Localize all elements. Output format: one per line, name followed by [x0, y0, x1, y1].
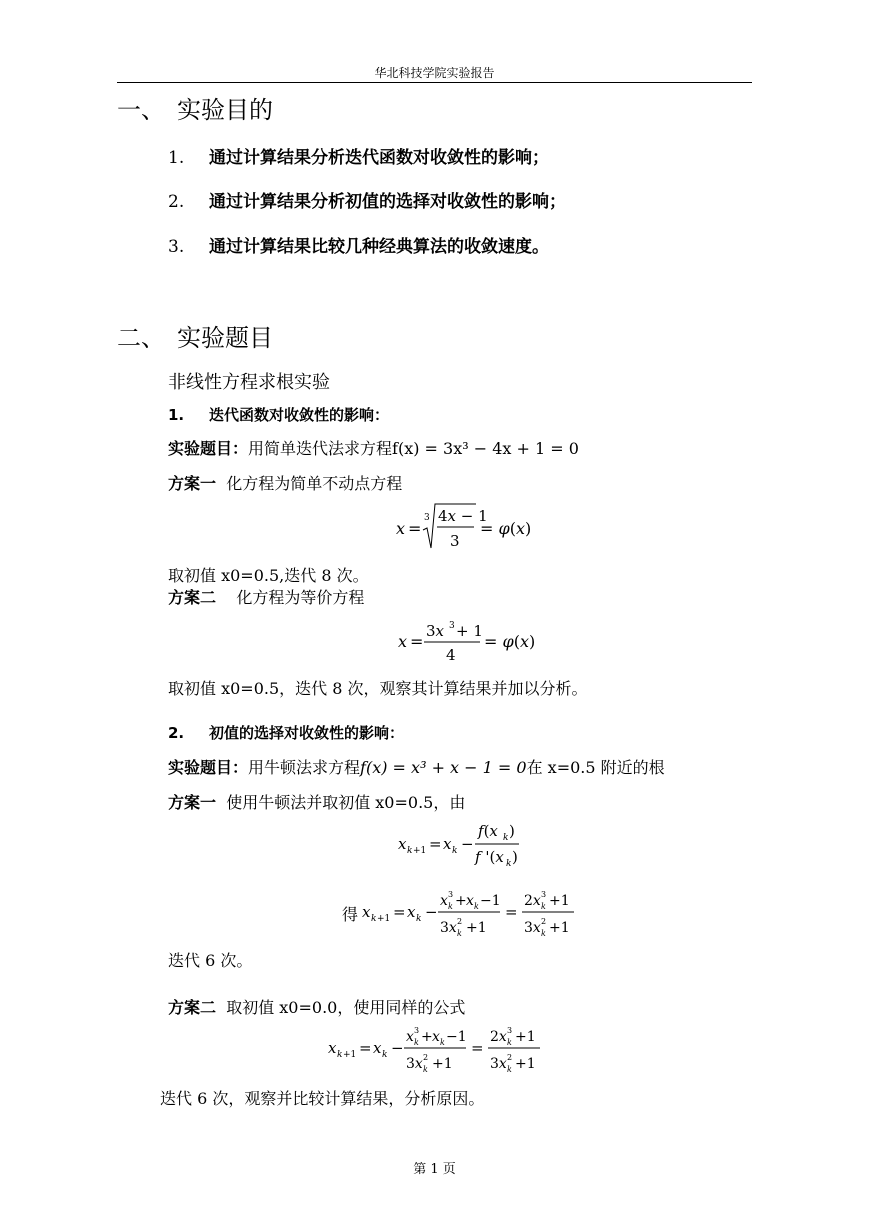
svg-text:x: x: [432, 1029, 440, 1045]
svg-text:=: =: [359, 1039, 372, 1057]
part1-title: 迭代函数对收敛性的影响：: [209, 406, 390, 424]
plan-text: 化方程为简单不动点方程: [226, 474, 403, 493]
part2-title: 初值的选择对收敛性的影响：: [209, 724, 405, 742]
svg-text:2: 2: [541, 917, 547, 926]
objective-item: [168, 187, 566, 212]
svg-text:x: x: [398, 835, 407, 853]
page-number: 第 1 页: [413, 1162, 456, 1177]
svg-text:−: −: [425, 903, 438, 921]
svg-text:k: k: [506, 859, 512, 869]
svg-text:k: k: [416, 914, 422, 924]
plan-text: 化方程为等价方程: [236, 588, 365, 607]
svg-text:−1: −1: [446, 1029, 467, 1045]
svg-text:x: x: [373, 1039, 382, 1057]
svg-text:x: x: [466, 893, 474, 909]
svg-text:k: k: [448, 902, 453, 911]
svg-text:x: x: [443, 835, 452, 853]
section2-heading: [117, 318, 273, 353]
formula-newton-derived-2: [326, 1022, 546, 1076]
svg-text:k: k: [337, 1050, 343, 1060]
svg-text:k: k: [457, 929, 462, 938]
section2-number: 二、: [117, 324, 165, 352]
svg-text:x: x: [328, 1039, 337, 1057]
svg-text:x: x: [440, 893, 448, 909]
svg-text:+ 1: + 1: [456, 622, 483, 640]
section1-number: 一、: [117, 96, 165, 124]
svg-text:x: x: [398, 632, 408, 651]
svg-text:−: −: [391, 1039, 404, 1057]
part1-plan1-note: 取初值 x0=0.5,迭代 8 次。: [168, 566, 369, 585]
svg-text:k: k: [541, 929, 546, 938]
svg-text:f '(x: f '(x: [475, 848, 504, 866]
svg-text:2: 2: [507, 1053, 513, 1062]
svg-text:−: −: [461, 835, 474, 853]
svg-text:=: =: [408, 519, 422, 538]
svg-text:k: k: [371, 914, 377, 924]
svg-text:3x: 3x: [406, 1056, 423, 1072]
objective-text: 通过计算结果分析迭代函数对收敛性的影响；: [209, 148, 549, 168]
task-tail: 在 x=0.5 附近的根: [526, 758, 665, 777]
formula-fixed-point-2: [392, 616, 536, 666]
svg-text:3: 3: [507, 1026, 513, 1035]
header-rule: [117, 82, 752, 83]
svg-text:3x: 3x: [524, 920, 541, 936]
svg-text:k: k: [407, 846, 413, 856]
svg-text:3x: 3x: [490, 1056, 507, 1072]
objective-number: 3.: [168, 237, 185, 257]
formula-newton-derived-1: [360, 886, 580, 940]
svg-text:): ): [509, 822, 515, 840]
svg-text:x: x: [396, 519, 406, 538]
svg-text:k: k: [474, 902, 479, 911]
svg-text:= φ(x): = φ(x): [480, 519, 532, 538]
part1-number: 1.: [168, 406, 185, 424]
svg-text:k: k: [440, 1038, 445, 1047]
task-label: 实验题目：: [168, 439, 249, 458]
svg-text:= φ(x): = φ(x): [484, 632, 536, 651]
task-text: 用牛顿法求方程: [248, 758, 361, 777]
plan-label: 方案一: [168, 474, 217, 493]
svg-text:+1: +1: [432, 1056, 453, 1072]
formula-fixed-point-1: [390, 500, 540, 556]
svg-text:=: =: [429, 835, 442, 853]
part2-plan2-note: 迭代 6 次，观察并比较计算结果，分析原因。: [160, 1089, 485, 1108]
svg-text:k: k: [507, 1038, 512, 1047]
svg-text:=: =: [393, 903, 406, 921]
svg-text:+1: +1: [515, 1029, 536, 1045]
svg-text:3: 3: [448, 890, 454, 899]
objective-item: [168, 143, 549, 168]
svg-text:2: 2: [423, 1053, 429, 1062]
plan-label: 方案二: [168, 588, 217, 607]
svg-text:+1: +1: [549, 893, 570, 909]
svg-text:3: 3: [414, 1026, 420, 1035]
svg-text:): ): [512, 848, 518, 866]
svg-text:k: k: [541, 902, 546, 911]
svg-text:x: x: [406, 1029, 414, 1045]
svg-text:3: 3: [450, 532, 460, 550]
part1-heading: [168, 404, 389, 425]
part2-plan1-note: 迭代 6 次。: [168, 951, 253, 970]
svg-text:k: k: [382, 1050, 388, 1060]
svg-text:2x: 2x: [524, 893, 541, 909]
svg-text:2: 2: [457, 917, 463, 926]
svg-text:4x − 1: 4x − 1: [438, 507, 488, 525]
svg-text:=: =: [410, 632, 424, 651]
plan-label: 方案一: [168, 793, 217, 812]
section1-title: 实验目的: [177, 96, 273, 124]
svg-text:x: x: [362, 903, 371, 921]
part2-plan1: [168, 790, 465, 813]
svg-text:+: +: [421, 1029, 433, 1045]
svg-text:3x: 3x: [426, 622, 445, 640]
plan-label: 方案二: [168, 998, 217, 1017]
svg-text:k: k: [507, 1065, 512, 1074]
svg-text:−1: −1: [480, 893, 501, 909]
task-text: 用简单迭代法求方程: [248, 439, 393, 458]
part1-plan1: [168, 471, 402, 494]
derived-prefix: 得: [342, 905, 359, 924]
part1-task: [168, 436, 579, 459]
svg-text:+1: +1: [377, 914, 391, 924]
svg-text:=: =: [471, 1039, 484, 1057]
part2-plan2: [168, 995, 465, 1018]
task-equation: f(x) = x³ + x − 1 = 0: [360, 758, 527, 777]
svg-text:3: 3: [424, 513, 430, 523]
svg-text:4: 4: [446, 646, 456, 664]
objective-text: 通过计算结果比较几种经典算法的收敛速度。: [209, 237, 549, 257]
svg-text:+: +: [455, 893, 467, 909]
objective-number: 2.: [168, 192, 185, 212]
objective-text: 通过计算结果分析初值的选择对收敛性的影响；: [209, 192, 566, 212]
plan-text: 使用牛顿法并取初值 x0=0.5，由: [226, 793, 466, 812]
svg-text:+1: +1: [413, 846, 427, 856]
svg-text:=: =: [505, 903, 518, 921]
svg-text:f(x: f(x: [478, 822, 498, 840]
part2-heading: [168, 722, 404, 743]
part1-plan2-note: 取初值 x0=0.5，迭代 8 次，观察其计算结果并加以分析。: [168, 679, 588, 698]
svg-text:k: k: [414, 1038, 419, 1047]
svg-text:3x: 3x: [440, 920, 457, 936]
part2-task: [168, 755, 665, 778]
svg-text:3: 3: [449, 621, 455, 631]
svg-text:k: k: [452, 846, 458, 856]
svg-text:+1: +1: [343, 1050, 357, 1060]
task-equation: f(x) = 3x³ − 4x + 1 = 0: [392, 439, 579, 458]
svg-text:3: 3: [541, 890, 547, 899]
svg-text:x: x: [407, 903, 416, 921]
svg-text:k: k: [423, 1065, 428, 1074]
formula-newton: [396, 818, 536, 870]
section2-title: 实验题目: [177, 324, 273, 352]
svg-text:k: k: [503, 833, 509, 843]
section1-heading: [117, 90, 273, 125]
part1-plan2: [168, 585, 364, 608]
svg-text:2x: 2x: [490, 1029, 507, 1045]
svg-text:+1: +1: [466, 920, 487, 936]
svg-text:+1: +1: [549, 920, 570, 936]
part2-number: 2.: [168, 724, 185, 742]
plan-text: 取初值 x0=0.0，使用同样的公式: [226, 998, 466, 1017]
section2-subtitle: 非线性方程求根实验: [168, 372, 330, 393]
objective-number: 1.: [168, 148, 185, 168]
task-label: 实验题目：: [168, 758, 249, 777]
page-header: 华北科技学院实验报告: [374, 66, 495, 80]
svg-text:+1: +1: [515, 1056, 536, 1072]
objective-item: [168, 232, 549, 257]
